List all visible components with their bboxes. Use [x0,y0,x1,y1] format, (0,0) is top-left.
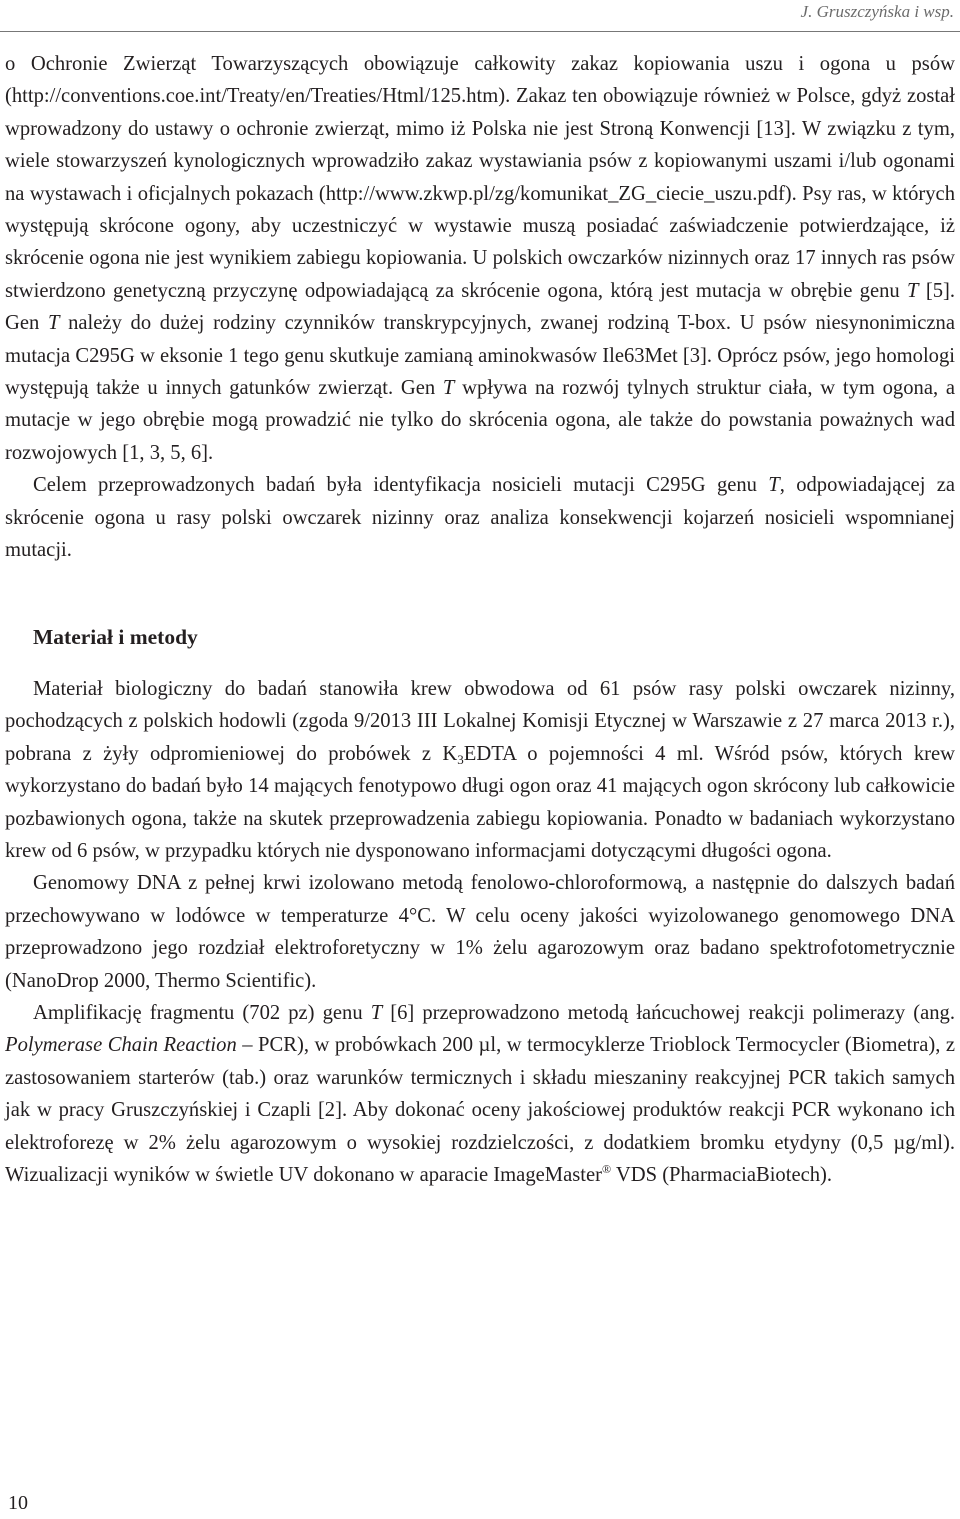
gene-symbol: T [907,279,919,302]
page-body [5,48,955,1191]
term-italic: Polymerase Chain Reaction [5,1034,237,1057]
paragraph-pcr: Amplifikację fragmentu (702 pz) genu T [6] przeprowadzono metodą łańcuchowej reakcji polimerazy (ang. Polymerase Chain Reaction – PCR), w probówkach 200 µl, w termocyklerze Trioblock Termocycler (Biometra), z zastosowaniem starterów (tab.) oraz warunków termicznych i składu mieszaniny reakcyjnej PCR takich samych jak w pracy Gruszczyńskiej i Czapli [2]. Aby dokonać oceny jakościowej produktów reakcji PCR wykonano ich elektroforezę w 2% żelu agarozowym o wysokiej rozdzielczości, z dodatkiem bromku etydyny (0,5 µg/ml). Wizualizacji wyników w świetle UV dokonano w aparacie ImageMaster® VDS (PharmaciaBiotech). [5,1001,956,1186]
subscript: 3 [457,751,464,767]
gene-symbol: T [768,474,780,497]
paragraph-conventions: o Ochronie Zwierząt Towarzyszących obowiązuje całkowity zakaz kopiowania uszu i ogona u psów (http://conventions.coe.int/Treaty/en/Treaties/Html/125.htm). Zakaz ten obowiązuje również w Polsce, gdyż został wprowadzony do ustawy o ochronie zwierząt, mimo iż Polska nie jest Stroną Konwencji [13]. W związku z tym, wiele stowarzyszeń kynologicznych wprowadziło zakaz wystawiania psów z kopiowanymi uszami i/lub ogonami na wystawach i oficjalnych pokazach (http://www.zkwp.pl/zg/komunikat_ZG_ciecie_uszu.pdf). Psy ras, w których występują skrócone ogony, aby uczestniczyć w wystawie muszą posiadać zaświadczenie potwierdzające, iż skrócenie ogona nie jest wynikiem zabiegu kopiowania. U polskich owczarków nizinnych oraz 17 innych ras psów stwierdzono genetyczną przyczynę odpowiadającą za skrócenie ogona, którą jest mutacja w obrębie genu T [5]. Gen T należy do dużej rodziny czynników transkrypcyjnych, zwanej rodziną T-box. U psów niesynonimiczna mutacja C295G w eksonie 1 tego genu skutkuje zamianą aminokwasów Ile63Met [3]. Oprócz psów, jego homologi występują także u innych gatunków zwierząt. Gen T wpływa na rozwój tylnych struktur ciała, w tym ogona, a mutacje w jego obrębie mogą prowadzić nie tylko do skrócenia ogona, ale także do powstania poważnych wad rozwojowych [1, 3, 5, 6]. [5,53,956,464]
page-number: 10 [8,1492,28,1514]
gene-symbol: T [370,1001,383,1024]
header-rule [0,31,960,32]
gene-symbol: T [442,377,455,400]
paragraph-material: Materiał biologiczny do badań stanowiła krew obwodowa od 61 psów rasy polski owczarek nizinny, pochodzących z polskich hodowli (zgoda 9/2013 III Lokalnej Komisji Etycznej w Warszawie z 27 marca 2013 r.), pobrana z żyły odpromieniowej do probówek z $K_3EDTA$ o pojemności 4 ml. Wśród psów, których krew wykorzystano do badań było 14 mających fenotypowo długi ogon oraz 41 mających ogon skrócony lub całkowicie pozbawionych ogona, także na skutek przeprowadzenia zabiegu kopiowania. Ponadto w badaniach wykorzystano krew od 6 psów, w przypadku których nie dysponowano informacjami dotyczącymi długości ogona. [5,677,955,862]
paragraph-dna-isolation: Genomowy DNA z pełnej krwi izolowano metodą fenolowo-chloroformową, a następnie do dalszych badań przechowywano w lodówce w temperaturze 4°C. W celu oceny jakości wyizolowanego genomowego DNA przeprowadzono jego rozdział elektroforetyczny w 1% żelu agarozowym oraz badano spektrofotometrycznie (NanoDrop 2000, Thermo Scientific). [5,872,955,992]
section-heading: Materiał i metody [33,624,198,649]
gene-symbol: T [47,312,60,335]
running-head: J. Gruszczyńska i wsp. [800,2,954,21]
paragraph-aim: Celem przeprowadzonych badań była identyfikacja nosicieli mutacji C295G genu T, odpowiadającej za skrócenie ogona u rasy polski owczarek nizinny oraz analiza konsekwencji kojarzeń nosicieli wspomnianej mutacji. [5,474,955,562]
registered-mark: ® [601,1162,612,1176]
